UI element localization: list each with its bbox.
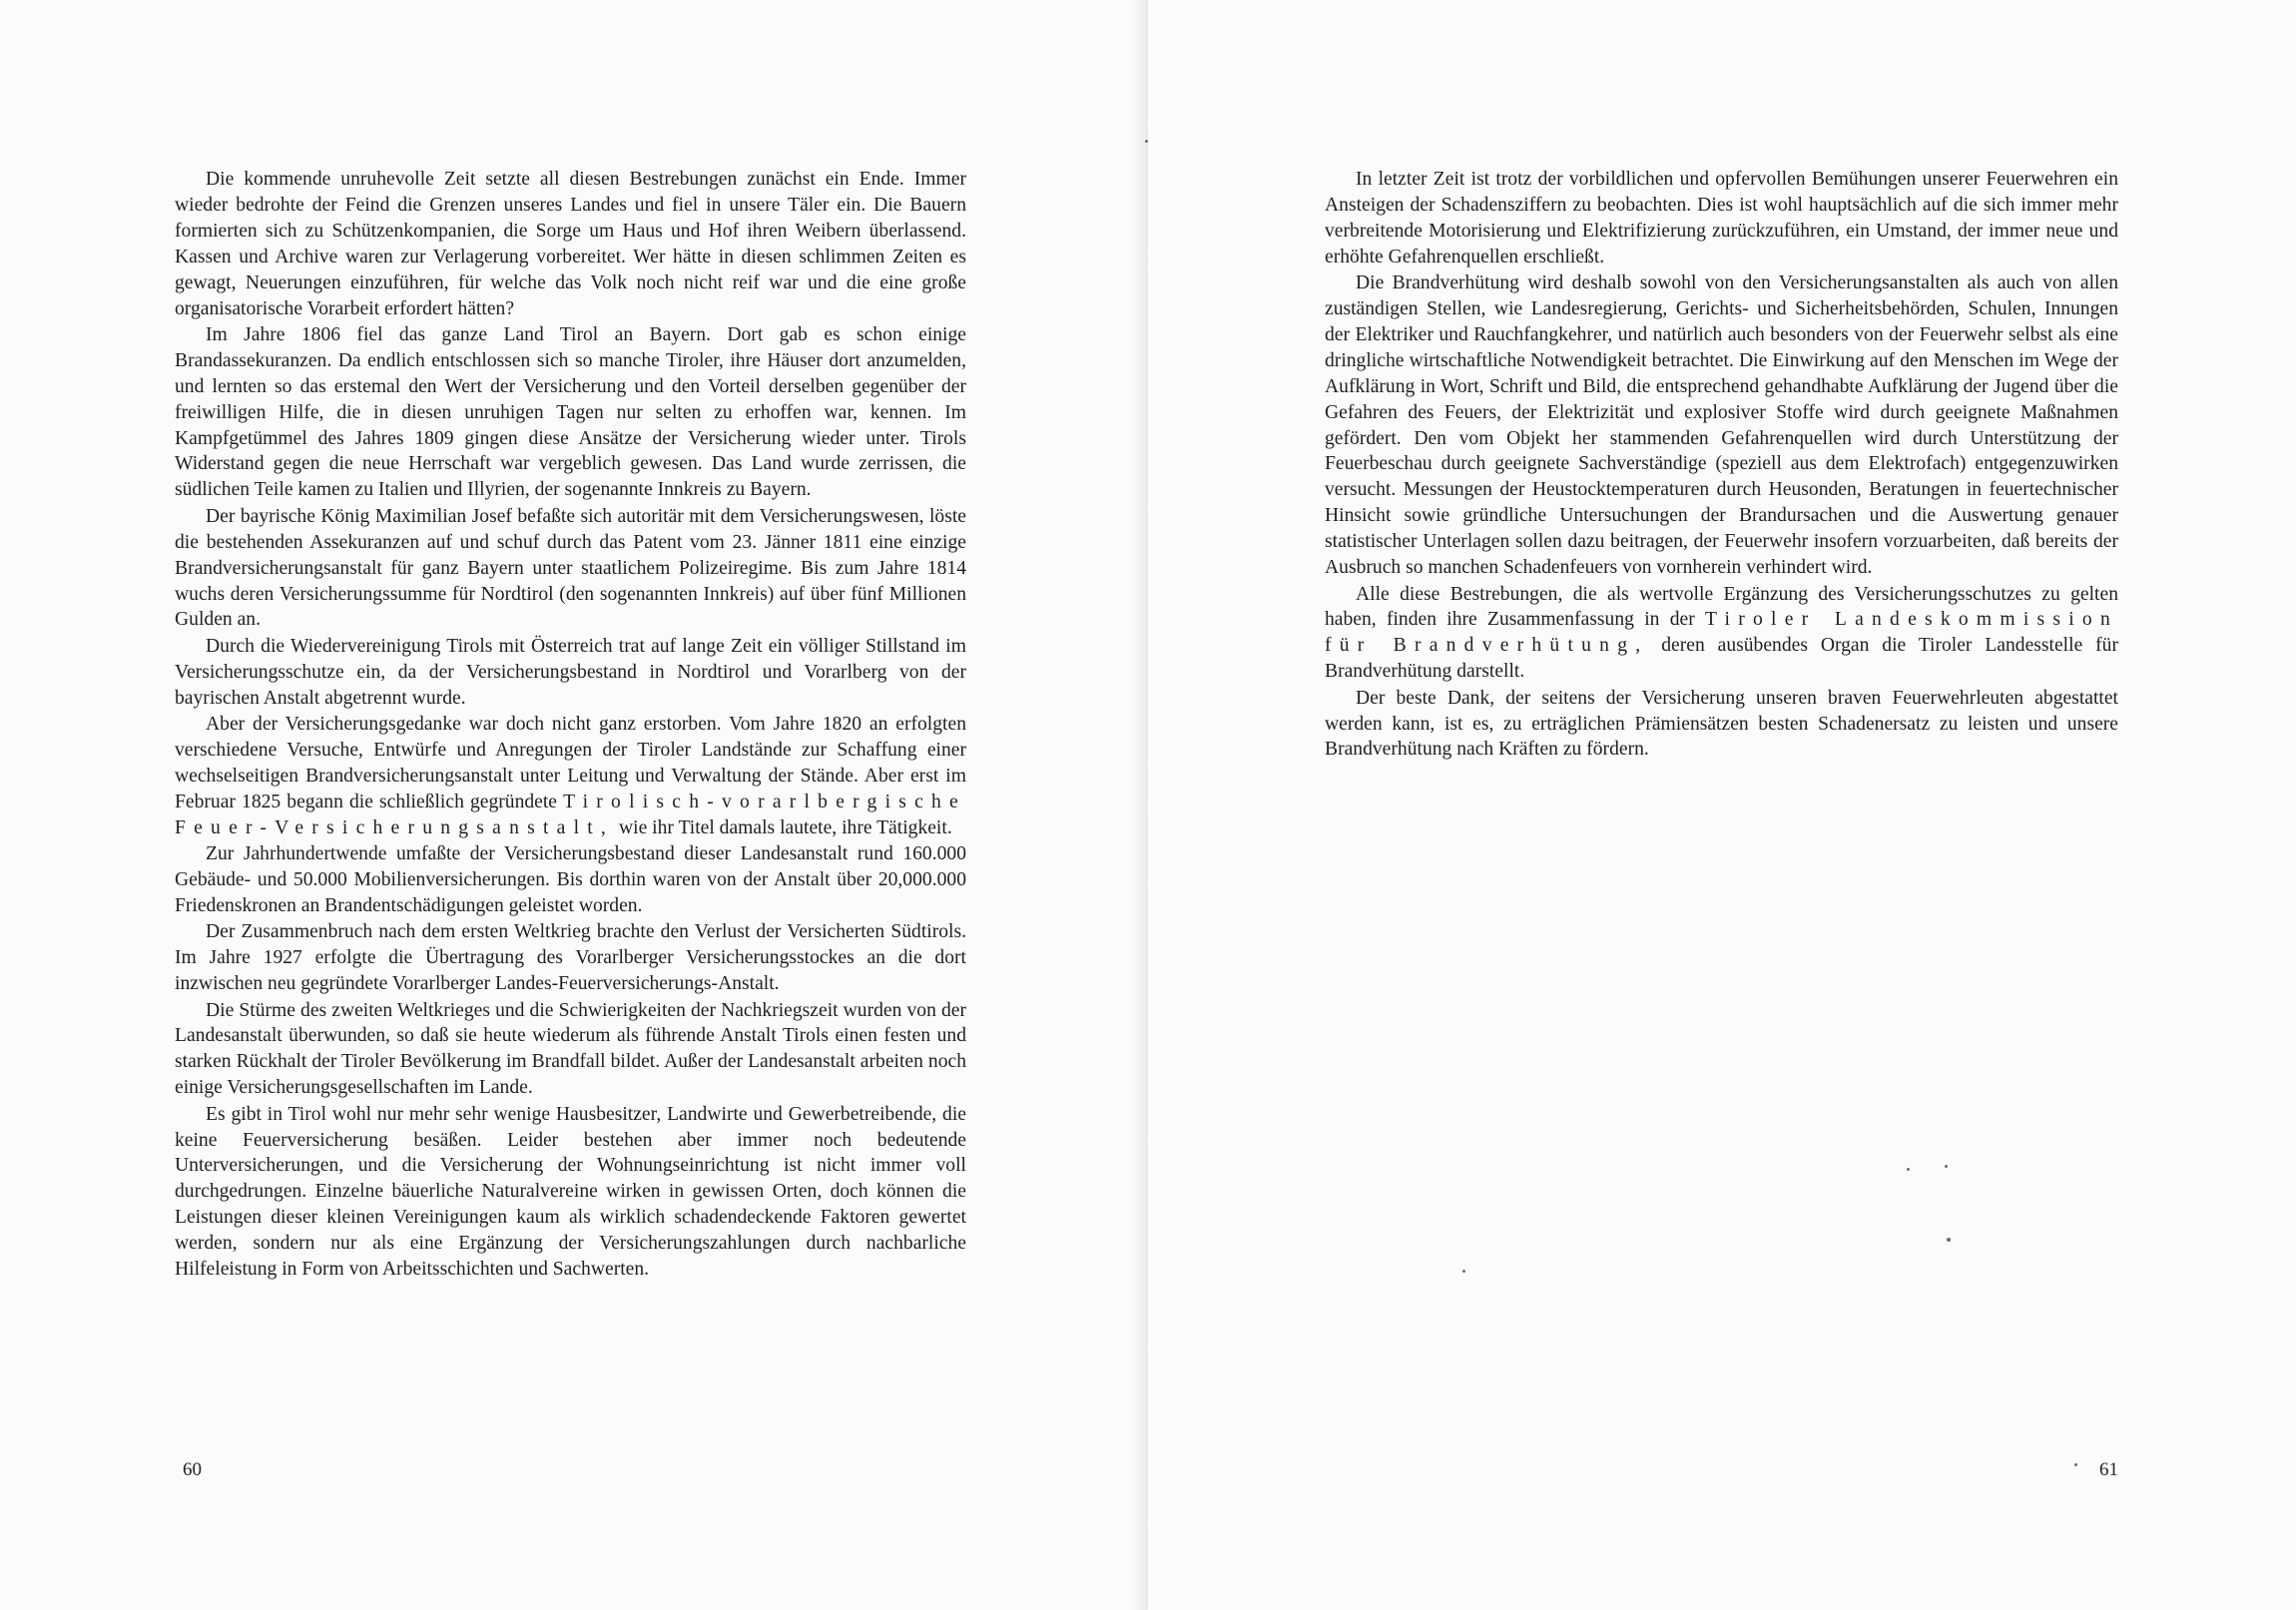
paragraph: Durch die Wiedervereinigung Tirols mit Österreich trat auf lange Zeit ein völliger Stillstand im Versicherungsschutze ein, da der Versicherungsbestand in Nordtirol und Vorarlberg von der bayrischen Anstalt abgetrennt wurde.: [175, 635, 966, 709]
dust-speck: [1145, 140, 1148, 143]
page-number: 60: [183, 1459, 202, 1480]
dust-speck: [1945, 1165, 1948, 1168]
paragraph: Der bayrische König Maximilian Josef befaßte sich autoritär mit dem Versicherungswesen, löste die bestehenden Assekuranzen auf und schuf durch das Patent vom 23. Jänner 1811 eine einzige Brandversicherungsanstalt für ganz Bayern unter staatlichem Polizeiregime. Bis zum Jahre 1814 wuchs deren Versicherungssumme für Nordtirol (den sogenannten Innkreis) auf über fünf Millionen Gulden an.: [175, 505, 966, 631]
left-text-column: [175, 167, 966, 1283]
institution-name: Tirolisch-vorarlbergische Feuer-Versicherungsanstalt,: [175, 791, 966, 838]
paragraph: Im Jahre 1806 fiel das ganze Land Tirol an Bayern. Dort gab es schon einige Brandassekuranzen. Da endlich entschlossen sich so manche Tiroler, ihre Häuser dort anzumelden, und lernten so das erstemal den Wert der Versicherung und den Vorteil derselben gegenüber der freiwilligen Hilfe, die in diesen unruhigen Tagen nur selten zu erhoffen war, kennen. Im Kampfgetümmel des Jahres 1809 gingen diese Ansätze der Versicherung wieder unter. Tirols Widerstand gegen die neue Herrschaft war vergeblich gewesen. Das Land wurde zerrissen, die südlichen Teile kamen zu Italien und Illyrien, der sogenannte Innkreis zu Bayern.: [175, 323, 966, 501]
paragraph: Es gibt in Tirol wohl nur mehr sehr wenige Hausbesitzer, Landwirte und Gewerbetreibende, die keine Feuerversicherung besäßen. Leider bestehen aber immer noch bedeutende Unterversicherungen, und die Versicherung der Wohnungseinrichtung ist nicht immer voll durchgedrungen. Einzelne bäuerliche Naturalvereine wirken in gewissen Orten, doch können die Leistungen dieser kleinen Vereinigungen kaum als wirklich schadendeckende Faktoren gewertet werden, sondern nur als eine Ergänzung der Versicherungszahlungen durch nachbarliche Hilfeleistung in Form von Arbeitsschichten und Sachwerten.: [175, 1103, 966, 1281]
paragraph-text: Alle diese Bestrebungen, die als wertvolle Ergänzung des Versicherungsschutzes zu gelten haben, finden ihre Zusammenfassung in der: [1325, 583, 2118, 631]
dust-speck: [1907, 1168, 1910, 1171]
paragraph: Die Stürme des zweiten Weltkrieges und die Schwierigkeiten der Nachkriegszeit wurden von der Landesanstalt überwunden, so daß sie heute wiederum als führende Anstalt Tirols einen festen und starken Rückhalt der Tiroler Bevölkerung im Brandfall bildet. Außer der Landesanstalt arbeiten noch einige Versicherungsgesellschaften im Lande.: [175, 999, 966, 1099]
paragraph: Zur Jahrhundertwende umfaßte der Versicherungsbestand dieser Landesanstalt rund 160.000 Gebäude- und 50.000 Mobilienversicherungen. Bis dorthin waren von der Anstalt über 20,000.000 Friedenskronen an Brandentschädigungen geleistet worden.: [175, 843, 966, 916]
paragraph: Die Brandverhütung wird deshalb sowohl von den Versicherungsanstalten als auch von allen zuständigen Stellen, wie Landesregierung, Gerichts- und Sicherheitsbehörden, Schulen, Innungen der Elektriker und Rauchfangkehrer, und natürlich auch besonders von der Feuerwehr selbst als eine dringliche wirtschaftliche Notwendigkeit betrachtet. Die Einwirkung auf den Menschen im Wege der Aufklärung in Wort, Schrift und Bild, die entsprechend gehandhabte Aufklärung der Jugend über die Gefahren des Feuers, der Elektrizität und explosiver Stoffe wird durch geeignete Maßnahmen gefördert. Den vom Objekt her stammenden Gefahrenquellen wird durch Unterstützung der Feuerbeschau durch geeignete Sachverständige (speziell aus dem Elektrofach) entgegenzuwirken versucht. Messungen der Heustocktemperaturen durch Heusonden, Beratungen in feuertechnischer Hinsicht sowie gründliche Untersuchungen der Brandursachen und die Auswertung genauer statistischer Unterlagen sollen dazu beitragen, der Feuerwehr insofern vorzuarbeiten, daß bereits der Ausbruch so manchen Schadenfeuers von vornherein verhindert wird.: [1325, 272, 2118, 579]
paragraph-text: deren ausübendes Organ die Tiroler Landesstelle für Brandverhütung darstellt.: [1325, 635, 2118, 683]
right-page: [1148, 0, 2296, 1610]
dust-speck: [1462, 1270, 1465, 1273]
paragraph: Der beste Dank, der seitens der Versicherung unseren braven Feuerwehrleuten abgestattet werden kann, ist es, zu erträglichen Prämiensätzen besten Schadenersatz zu leisten und unsere Brandverhütung nach Kräften zu fördern.: [1325, 687, 2118, 761]
dust-speck: [2074, 1463, 2077, 1466]
paragraph-text: Aber der Versicherungsgedanke war doch nicht ganz erstorben. Vom Jahre 1820 an erfolgten verschiedene Versuche, Entwürfe und Anregungen der Tiroler Landstände zur Schaffung einer wechselseitigen Brandversicherungsanstalt unter Leitung und Verwaltung der Stände. Aber erst im Februar 1825 begann die schließlich gegründete: [175, 714, 966, 812]
paragraph: [175, 712, 966, 841]
paragraph: Die kommende unruhevolle Zeit setzte all diesen Bestrebungen zunächst ein Ende. Immer wieder bedrohte der Feind die Grenzen unseres Landes und fiel in unsere Täler ein. Die Bauern formierten sich zu Schützenkompanien, die Sorge um Haus und Hof ihren Weibern überlassend. Kassen und Archive waren zur Verlagerung vorbereitet. Wer hätte in diesen schlimmen Zeiten es gewagt, Neuerungen einzuführen, für welche das Volk noch nicht reif war und die eine große organisatorische Vorarbeit erfordert hätten?: [175, 169, 966, 319]
paragraph: In letzter Zeit ist trotz der vorbildlichen und opfervollen Bemühungen unserer Feuerwehren ein Ansteigen der Schadensziffern zu beobachten. Dies ist wohl hauptsächlich auf die sich immer mehr verbreitende Motorisierung und Elektrifizierung zurückzuführen, ein Umstand, der immer neue und erhöhte Gefahrenquellen erschließt.: [1325, 169, 2118, 268]
page-number: 61: [2099, 1459, 2118, 1480]
dust-speck: [1947, 1238, 1951, 1242]
institution-name: Tiroler Landeskommission für Brandverhütung,: [1325, 609, 2118, 657]
paragraph-text: wie ihr Titel damals lautete, ihre Tätigkeit.: [618, 816, 952, 838]
paragraph: Der Zusammenbruch nach dem ersten Weltkrieg brachte den Verlust der Versicherten Südtirols. Im Jahre 1927 erfolgte die Übertragung des Vorarlberger Versicherungsstockes an die dort inzwischen neu gegründete Vorarlberger Landes-Feuerversicherungs-Anstalt.: [175, 921, 966, 995]
paragraph: [1325, 582, 2118, 686]
right-text-column: [1325, 167, 2118, 764]
